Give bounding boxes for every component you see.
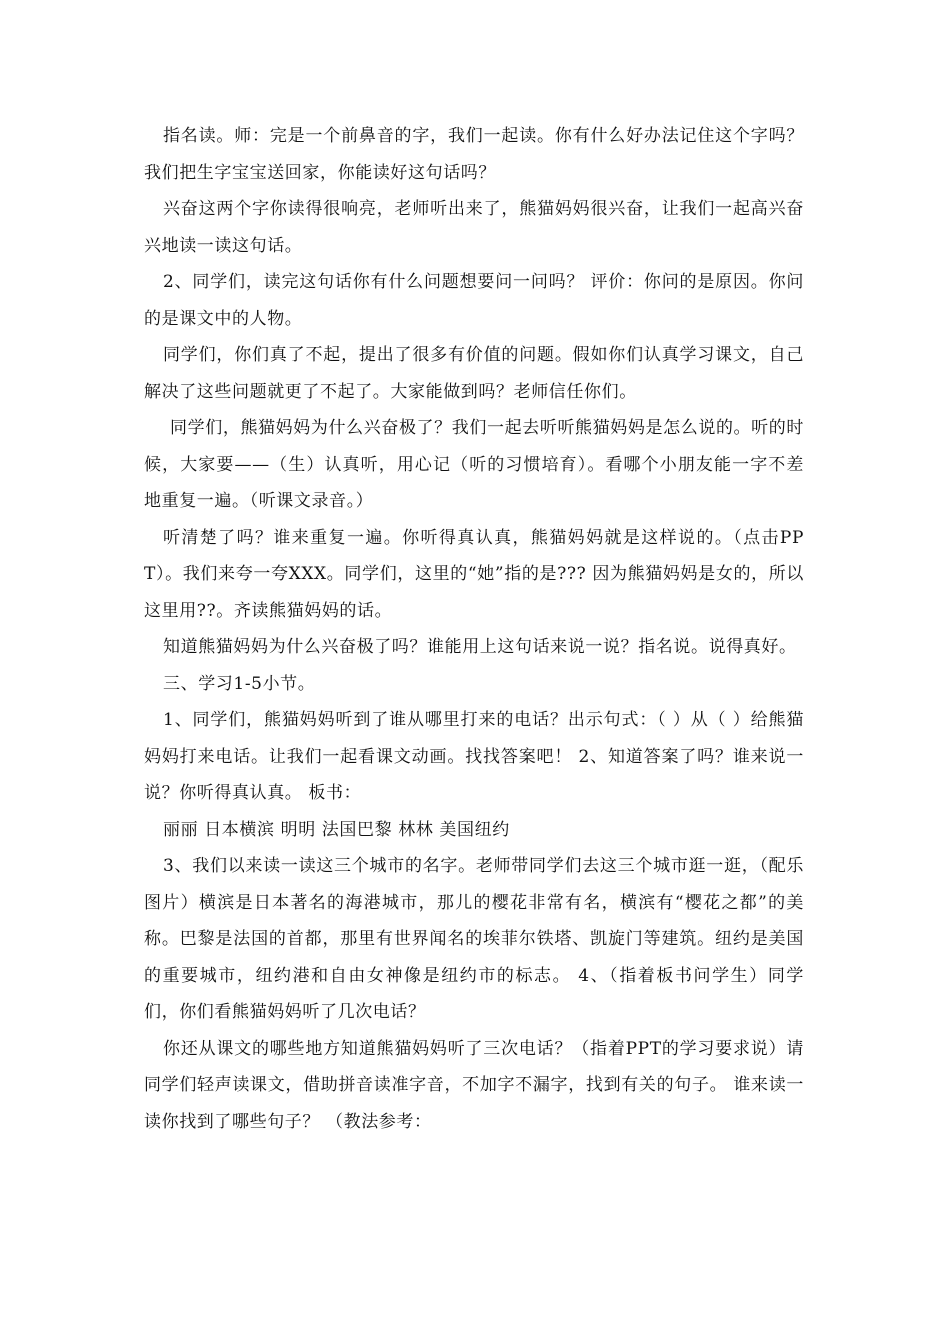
paragraph-2: 兴奋这两个字你读得很响亮，老师听出来了，熊猫妈妈很兴奋，让我们一起高兴奋兴地读一读这句话。: [144, 199, 804, 256]
document-body: [144, 118, 804, 1140]
paragraph-4: 同学们，你们真了不起，提出了很多有价值的问题。假如你们认真学习课文，自己解决了这些问题就更了不起了。大家能做到吗？老师信任你们。: [144, 345, 804, 402]
paragraph-11: 3、我们以来读一读这三个城市的名字。老师带同学们去这三个城市逛一逛，（配乐图片）横滨是日本著名的海港城市，那儿的樱花非常有名，横滨有“樱花之都”的美称。巴黎是法国的首都，那里有世界闻名的埃菲尔铁塔、凯旋门等建筑。纽约是美国的重要城市，纽约港和自由女神像是纽约市的标志。 4、（指着板书问学生）同学们，你们看熊猫妈妈听了几次电话？: [144, 856, 804, 1022]
paragraph-10-board-notes: 丽丽 日本横滨 明明 法国巴黎 林林 美国纽约: [163, 819, 510, 840]
paragraph-1: 指名读。师：完是一个前鼻音的字，我们一起读。你有什么好办法记住这个字吗？ 我们把生字宝宝送回家，你能读好这句话吗？: [144, 126, 804, 183]
paragraph-7: 知道熊猫妈妈为什么兴奋极了吗？谁能用上这句话来说一说？指名说。说得真好。: [163, 637, 797, 657]
paragraph-12: 你还从课文的哪些地方知道熊猫妈妈听了三次电话？（指着PPT的学习要求说）请同学们轻声读课文，借助拼音读准字音，不加字不漏字，找到有关的句子。 谁来读一读你找到了哪些句子？ （教法参考：: [144, 1038, 804, 1132]
paragraph-3: 2、同学们，读完这句话你有什么问题想要问一问吗？ 评价：你问的是原因。你问的是课文中的人物。: [144, 272, 804, 329]
paragraph-6: 听清楚了吗？谁来重复一遍。你听得真认真，熊猫妈妈就是这样说的。（点击PPT）。我们来夸一夸XXX。同学们，这里的“她”指的是??? 因为熊猫妈妈是女的，所以这里用??。齐读熊猫妈妈的话。: [144, 527, 804, 621]
paragraph-8-section-heading: 三、学习1-5小节。: [163, 673, 316, 694]
paragraph-9: 1、同学们，熊猫妈妈听到了谁从哪里打来的电话？出示句式：（ ）从（ ）给熊猫妈妈打来电话。让我们一起看课文动画。找找答案吧！ 2、知道答案了吗？谁来说一说？你听得真认真。 板书：: [144, 710, 804, 803]
paragraph-5: 同学们，熊猫妈妈为什么兴奋极了？我们一起去听听熊猫妈妈是怎么说的。听的时候，大家要——（生）认真听，用心记（听的习惯培育）。看哪个小朋友能一字不差地重复一遍。（听课文录音。）: [144, 418, 804, 511]
